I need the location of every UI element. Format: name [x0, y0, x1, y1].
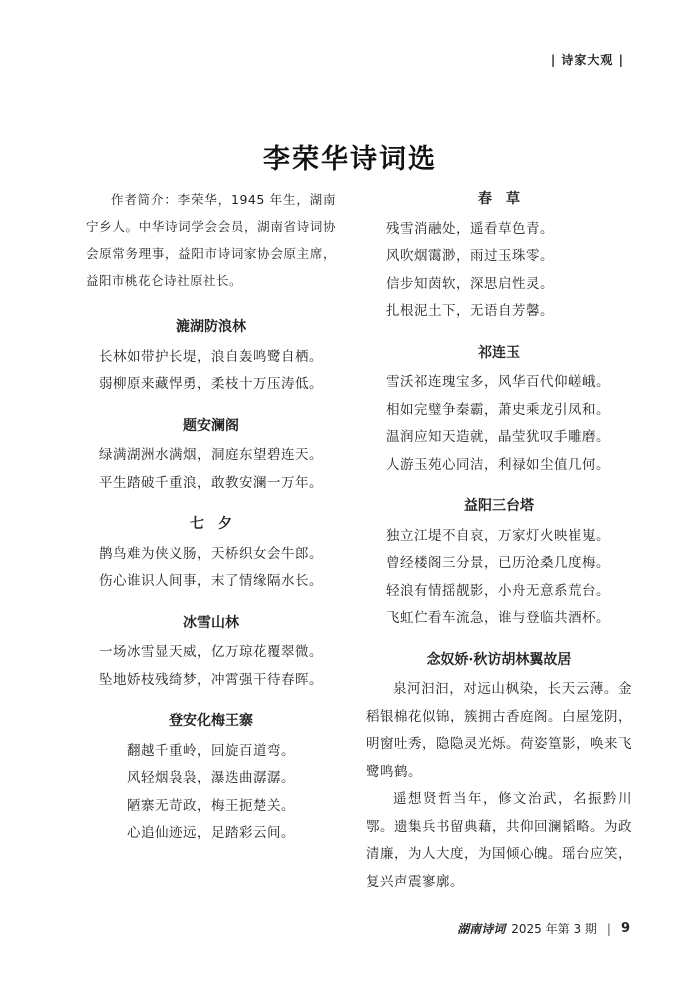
section-tag: | 诗家大观 |	[550, 53, 624, 67]
poem-title: 念奴娇·秋访胡林翼故居	[426, 651, 572, 668]
poem-line: 伤心谁识人间事，末了情缘隔水长。	[99, 573, 323, 589]
poem	[366, 340, 632, 480]
poem	[86, 413, 336, 498]
poem-title: 冰雪山林	[183, 614, 239, 631]
poem-line: 陋寨无苛政，梅王扼楚关。	[127, 797, 295, 814]
poem-line: 坠地娇枝残绮梦，冲霄强干待春晖。	[99, 671, 323, 688]
left-column	[86, 186, 336, 862]
footer-divider: |	[606, 921, 611, 936]
poem	[86, 610, 336, 695]
poem	[86, 708, 336, 848]
right-column	[366, 186, 632, 910]
poem-line: 信步知茵软，深思启性灵。	[386, 275, 554, 292]
poem-line: 心追仙迹远，足踏彩云间。	[127, 825, 295, 841]
poem-line: 一场冰雪显天威，亿万琼花覆翠微。	[99, 644, 323, 660]
poem-line: 轻浪有情揺靓影，小舟无意系荒台。	[386, 582, 610, 599]
poem-line: 鹊鸟难为侠义肠，天桥织女会牛郎。	[99, 545, 323, 562]
poem	[366, 186, 632, 326]
poem-line: 弱柳原来藏悍勇，柔枝十万压涛低。	[99, 376, 323, 392]
left-poem-list	[86, 314, 336, 848]
poem-title: 七 夕	[190, 516, 232, 532]
ci-poem	[366, 647, 632, 897]
ci-paragraph: 泉河汩汩，对远山枫染，长天云薄。金稻银棉花似锦，簇拥古香庭阁。白屋笼阴，明窗吐秀，隐隐灵光烁。荷姿篁影，唤来飞鹭鸣鹤。	[366, 681, 632, 780]
issue-label: 2025 年第 3 期	[511, 922, 597, 936]
poem-title: 益阳三台塔	[464, 498, 534, 514]
poem-line: 平生踏破千重浪，敢教安澜一万年。	[99, 474, 323, 491]
page-title: 李荣华诗词选	[263, 144, 437, 175]
poem	[366, 493, 632, 633]
poem	[86, 314, 336, 399]
poem-line: 飞虹伫看车流急，谁与登临共酒杯。	[386, 610, 610, 626]
poem-line: 翻越千重岭，回旋百道弯。	[127, 742, 295, 759]
poem-title: 题安澜阁	[183, 417, 239, 434]
poem-title: 登安化梅王寨	[169, 713, 253, 729]
ci-paragraph: 遥想贤哲当年，修文治武，名振黔川鄂。遗集兵书留典藉，共仰回澜韬略。为政清廉，为人大度，为国倾心魄。瑶台应笑，复兴声震寥廓。	[366, 791, 632, 890]
poem-line: 长林如带护长堤，浪自轰鸣鹭自栖。	[99, 348, 323, 365]
poem-line: 雪沃祁连瑰宝多，风华百代仰嵯峨。	[386, 374, 610, 390]
page-number: 9	[620, 921, 630, 936]
poem-line: 风轻烟袅袅，瀑迭曲潺潺。	[127, 770, 295, 786]
poem-line: 曾经楼阁三分景，已历沧桑几度梅。	[386, 555, 610, 571]
poem	[86, 511, 336, 596]
poem-title: 漉湖防浪林	[176, 319, 246, 335]
poem-title: 祁连玉	[478, 344, 520, 361]
poem-line: 风吹烟霭渺，雨过玉珠零。	[386, 248, 554, 264]
poem-line: 绿满湖洲水满烟，洞庭东望碧连天。	[99, 447, 323, 463]
page-footer	[457, 920, 630, 937]
poem-line: 独立江堤不自哀，万家灯火映崔嵬。	[386, 527, 610, 544]
poem-line: 温润应知天造就，晶莹犹叹手雕磨。	[386, 429, 610, 445]
magazine-name: 湖南诗词	[457, 922, 506, 936]
right-poem-list	[366, 186, 632, 633]
poem-line: 相如完璧争秦霸，萧史乘龙引凤和。	[386, 401, 610, 418]
poem-title: 春 草	[478, 191, 520, 207]
poem-line: 扎根泥土下，无语自芳馨。	[386, 303, 554, 319]
poem-line: 残雪消融处，遥看草色青。	[386, 220, 554, 237]
poem-line: 人游玉苑心同洁，利禄如尘值几何。	[386, 456, 610, 473]
author-intro: 作者简介：李荣华，1945 年生，湖南宁乡人。中华诗词学会会员，湖南省诗词协会原常务理事，益阳市诗词家协会原主席，益阳市桃花仑诗社原社长。	[86, 192, 336, 288]
